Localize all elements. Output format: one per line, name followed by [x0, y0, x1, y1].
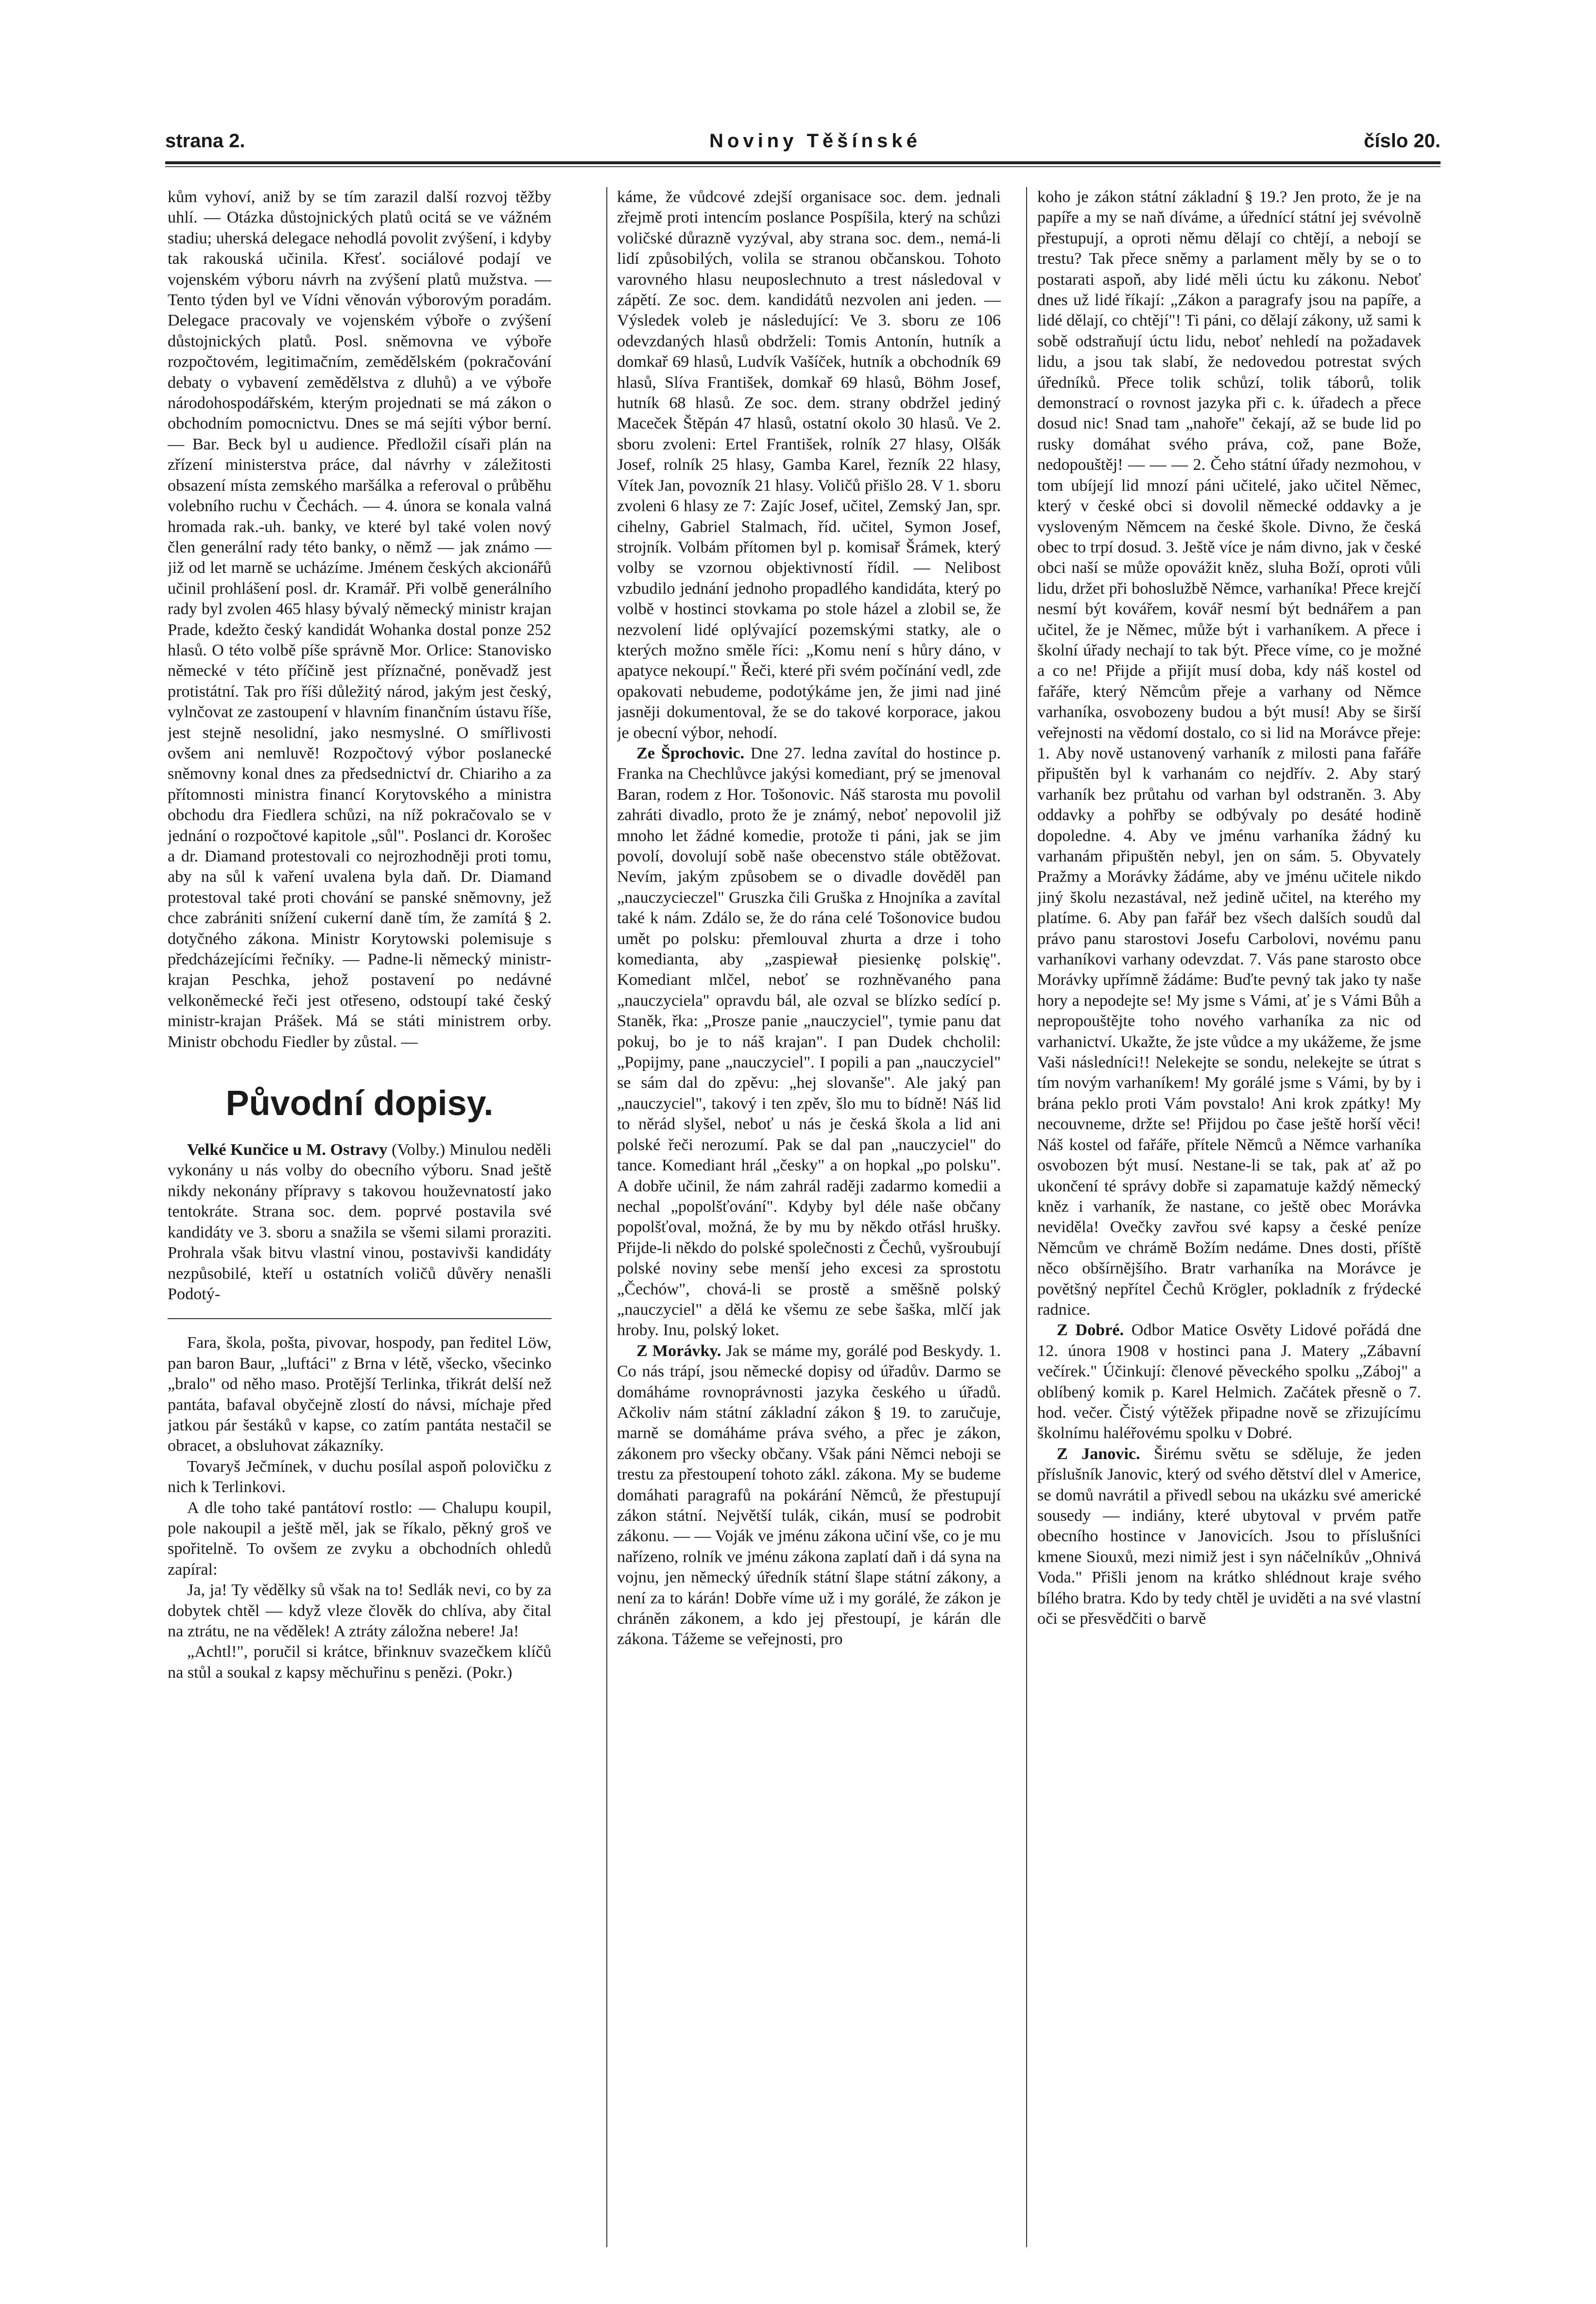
article-paragraph — [617, 1341, 1001, 1650]
column-divider — [606, 187, 607, 2247]
dateline: Ze Šprochovic. — [636, 744, 745, 762]
issue-number: číslo 20. — [1364, 130, 1441, 152]
continuation-mark: (Pokr.) — [466, 1663, 513, 1682]
header-rule-thin — [165, 166, 1441, 167]
article-paragraph: káme, že vůdcové zdejší organisace soc. dem. jednali zřejmě proti intencím poslance Pospíšila, který na schůzi voličské důrazně vyzýval, aby strana soc. dem., nemá-li lidí způsobilých, volila se stranou občanskou. Tohoto varovného hlasu neuposlechnuto a trest následoval v zápětí. Ze soc. dem. kandidátů nezvolen ani jeden. — Výsledek voleb je následující: Ve 3. sboru ze 106 odevzdaných hlasů obdrželi: Tomis Antonín, hutník a domkař 69 hlasů, Ludvík Vašíček, hutník a obchodník 69 hlasů, Slíva František, domkař 69 hlasů, Böhm Josef, hutník 68 hlasů. Ze soc. dem. strany obdržel jediný Maceček Štěpán 47 hlasů, ostatní okolo 30 hlasů. Ve 2. sboru zvoleni: Ertel František, rolník 27 hlasy, Olšák Josef, rolník 25 hlasy, Gamba Karel, řezník 22 hlasy, Vítek Jan, povozník 21 hlasy. Voličů přišlo 28. V 1. sboru zvoleni 6 hlasy ze 7: Zajíc Josef, učitel, Zemský Jan, spr. cihelny, Gabriel Stalmach, říd. učitel, Symon Josef, strojník. Volbám přítomen byl p. komisař Šrámek, který volby se vzornou objektivností řídil. — Nelibost vzbudilo jednání jednoho propadlého kandidáta, který po volbě v hostinci stovkama po stole házel a zlobil se, že nezvolení lidé oplývající pozemskými statky, ale o kterých možno směle říci: „Komu není s hůry dáno, v apatyce nekoupí." Řeči, které při svém počínání vedl, zde opakovati nebudeme, podotýkáme jen, že jimi nad jiné jasněji dokumentoval, že se do takové korporace, jakou je obecní výbor, nehodí. — [617, 188, 1001, 742]
paragraph-text: Odbor Matice Osvěty Lidové pořádá dne 12. února 1908 v hostinci pana J. Matery „Zábavní večírek." Účinkují: členové pěveckého spolku „Záboj" a oblíbený komik p. Karel Helmich. Začátek přesně o 7. hod. večer. Čistý výtěžek připadne nově se zřizujícímu školnímu haléřovému spolku v Dobré. — [1037, 1321, 1421, 1443]
paragraph-text: Širému světu se sděluje, že jeden příslušník Janovic, který od svého dětství dlel v Americe, se domů navrátil a přivedl sebou na ukázku své americké sousedy — indiány, které ubytoval v prvém patře obecního hostince v Janovicích. Jsou to příslušníci kmene Siouxů, mezi nimiž jest i syn náčelníkův „Ohnivá Voda." Přišli jenom na krátko shlédnout kraje svého bílého bratra. Kdo by tedy chtěl je uviděti a na své vlastní oči se přesvědčiti o barvě — [1037, 1444, 1421, 1628]
section-title: Původní dopisy. — [225, 1084, 494, 1123]
dateline: Z Morávky. — [636, 1341, 721, 1360]
article-paragraph — [1037, 1444, 1421, 1630]
article-paragraph — [168, 1140, 551, 1305]
page-label: strana 2. — [165, 130, 245, 152]
dateline: Velké Kunčice u M. Ostravy — [187, 1141, 388, 1159]
paragraph-text: Jak se máme my, gorálé pod Beskydy. 1. Co nás trápí, jsou německé dopisy od úřadův. Darmo se domáháme rovnoprávnosti jazyka českého u úřadů. Ačkoliv nám státní základní zákon § 19. to zaručuje, marně se domáháme práva svého, a přec je zákon, zákonem pro všecky občany. Však páni Němci neboji se trestu za přestoupení tohoto zákl. zákona. My se budeme domáhati paragrafů na pokárání Němců, že přestupují zákon státní. Největší tulák, cikán, musí se podrobit zákonu. — — Voják ve jménu zákona učiní vše, co je mu nařízeno, rolník ve jménu zákona zaplatí daň i dá syna na vojnu, jen německý úředník státní šlape státní zákony, a není za to kárán! Dobře víme už i my gorálé, že zákon je chráněn zákonem, a kdo jej přestoupí, je kárán dle zákona. Tážeme se veřejnosti, pro — [617, 1341, 1001, 1649]
paragraph-text: (Volby.) Minulou neděli vykonány u nás volby do obecního výboru. Snad ještě nikdy nekonány přípravy s takovou houževnatostí jako tentokráte. Strana soc. dem. poprvé postavila své kandidáty ve 3. sboru a snažila se všemi silami proraziti. Prohrala však bitvu vlastní vinou, postavivši kandidáty nezpůsobilé, kteří u ostatních voličů důvěry nenašli Podotý- — [168, 1141, 551, 1303]
feuilleton-paragraph: A dle toho také pantátoví rostlo: — Chalupu koupil, pole nakoupil a ještě měl, jak se říkalo, pěkný groš ve spořitelně. To ovšem ze zvyku a obchodních ohledů zapíral: — [168, 1498, 551, 1579]
article-paragraph: kům vyhoví, aniž by se tím zarazil další rozvoj těžby uhlí. — Otázka důstojnických platů ocitá se ve vážném stadiu; uherská delegace nehodlá povolit zvýšení, i kdyby tak rakouská učinila. Křesť. sociálové podají ve vojenském výboru návrh na zvýšení platů mužstva. — Tento týden byl ve Vídni věnován výborovým poradám. Delegace pracovaly ve vojenském výboře o zvýšení důstojnických platů. Posl. sněmovna ve výboře rozpočtovém, legitimačním, zemědělském (pokračování debaty o vybavení zemědělstva z dluhů) a ve výboře národohospodářském, kterým projednati se má zákon o obchodním pomocnictvu. Dnes se má sejíti výbor berní. — Bar. Beck byl u audience. Předložil císaři plán na zřízení ministerstva práce, dal návrhy v záležitosti obsazení místa zemského maršálka a referoval o průběhu volebního ruchu v Čechách. — 4. února se konala valná hromada rak.-uh. banky, ve které byl také volen nový člen generální rady této banky, o němž — jak známo — již od let marně se ucházíme. Jménem českých akcionářů učinil prohlášení posl. dr. Kramář. Při volbě generálního rady byl zvolen 465 hlasy bývalý německý ministr krajan Prade, kdežto český kandidát Wohanka dostal ponze 252 hlasů. O této volbě píše správně Mor. Orlice: Stanovisko německé v této příčině jest příznačné, poněvadž jest protistátní. Tak pro říši důležitý národ, jakým jest český, vylnčovat ze zastoupení v hlavním finančním ústavu říše, jest stejně nesolidní, jako nesmyslné. O smířlivosti ovšem ani nemluvě! Rozpočtový výbor poslanecké sněmovny konal dnes za předsednictví dr. Chiariho a za přítomnosti ministra financí Korytovského a ministra obchodu dra Fiedlera schůzi, na níž pokračovalo se v jednání o rozpočtové kapitole „sůl". Poslanci dr. Korošec a dr. Diamand protestovali co nejrozhodněji proti tomu, aby na sůl k vaření uvalena byla daň. Dr. Diamand protestoval také proti chování se panské sněmovny, jež chce zabrániti snížení cukerní daně tím, že zamítá § 2. dotyčného zákona. Ministr Korytowski polemisuje s předcházejícími řečníky. — Padne-li německý ministr-krajan Peschka, jehož postavení po nedávné velkoněmecké řeči jest otřeseno, odstoupí také český ministr-krajan Prášek. Má se státi ministrem orby. Ministr obchodu Fiedler by zůstal. — — [168, 188, 551, 1051]
article-paragraph: koho je zákon státní základní § 19.? Jen proto, že je na papíře a my se naň díváme, a úřednící státní jej svévolně přestupují, a oproti němu dělají co chtějí, a nebojí se trestu? Tak přece sněmy a parlament měly by se o to postarati aspoň, aby lidé měli úctu ku zákonu. Neboť dnes už lidé říkají: „Zákon a paragrafy jsou na papíře, a lidé dělají, co chtějí"! Ti páni, co dělají zákony, už sami k sobě odstraňují úctu lidu, neboť nehledí na požadavek lidu, a jsou tak slabí, že nedovedou potrestat svých úředníků. Přece tolik schůzí, tolik táborů, tolik demonstrací o rovnost jazyka při c. k. úřadech a přece dosud nic! Snad tam „nahoře" čekají, až se bude lid po rusky domáhat svého práva, což, pane Bože, nedopouštěj! — — — 2. Čeho státní úřady nezmohou, v tom ubíjejí lid mnozí páni učitelé, jako učitel Němec, který v české obci si dovolil německé oddavky a je vysloveným Němcem na české škole. Divno, že česká obec to trpí dosud. 3. Ještě více je nám divno, jak v české obci naší se může opovážit kněz, sluha Boží, oproti vůli lidu, držet při bohoslužbě Němce, varhaníka! Přece krejčí nesmí být kovářem, kovář nesmí být bednářem a pan učitel, že je Němec, může být i varhaníkem. A přece i školní úřady nechají to tak být. Přece víme, co je možné a co ne! Přijde a přijít musí doba, kdy náš kostel od fařáře, který Němcům přeje a varhany od Němce varhaníka, osvobozeny budou a být musí! Aby se širší veřejnosti na vědomí dostalo, co si lid na Morávce přeje: 1. Aby nově ustanovený varhaník z milosti pana fařáře připuštěn byl k varhanám co nejdřív. 2. Aby starý varhaník bez průtahu od varhan byl odstraněn. 3. Aby oddavky a pohřby se odbývaly po desáté hodině dopoledne. 4. Aby ve jménu varhaníka žádný ku varhanám připuštěn nebyl, jen on sám. 5. Obyvately Pražmy a Morávky žádáme, aby ve jménu učitele nikdo jiný školu nezastával, než jedině učitel, na kterého my platíme. 6. Aby pan fařář bez všech dalších soudů dal právo panu starostovi Josefu Carbolovi, novému panu varhaníkovi varhany odevzdat. 7. Vás pane starosto obce Morávky upřímně žádáme: Buďte pevný tak jako ty naše hory a nepodejte se! My jsme s Vámi, ať je s Vámi Bůh a nepropouštějte toho nového varhaníka za nic od varhanictví. Ukažte, že jste vůdce a my ukážeme, že jsme Vaši následníci!! Nelekejte se sondu, nelekejte se útrat s tím novým varhaníkem! My gorálé jsme s Vámi, by by i brána peklo proti Vám povstalo! Ani krok zpátky! My necouvneme, držte se! Přijdou po čase ještě horší věci! Náš kostel od fařáře, přítele Němců a Němce varhaníka osvobozen být musí. Nestane-li se tak, pak ať až po ukončení té správy dobře si zapamatuje každý německý kněz i varhaník, že nastane, co ještě obec Morávka neviděla! Ovečky zavřou své kapsy a české peníze Němcům ve chrámě Božím nedáme. Dnes dosti, příště něco obšírnějšího. Bratr varhaníka na Morávce je povětšný nepřítel Čechů Krögler, pokladník z frýdecké radnice. — [1037, 188, 1421, 1319]
column-1 — [168, 187, 551, 2247]
dateline: Z Janovic. — [1057, 1444, 1140, 1463]
feuilleton-separator — [168, 1318, 551, 1319]
article-paragraph — [1037, 1320, 1421, 1444]
dateline: Z Dobré. — [1057, 1321, 1124, 1340]
column-3 — [1037, 187, 1421, 2247]
article-paragraph — [617, 743, 1001, 1341]
feuilleton-paragraph — [168, 1642, 551, 1683]
paragraph-text: „Achtl!", poručil si krátce, břinknuv svazečkem klíčů na stůl a soukal z kapsy měchuřinu s penězi. — [168, 1643, 551, 1682]
column-2 — [617, 187, 1001, 2247]
feuilleton-paragraph: Ja, ja! Ty vědělky sů však na to! Sedlák nevi, co by za dobytek chtěl — když vleze člověk do chlíva, aby čital na ztrátu, ne na vědělek! A ztráty záložna nebere! Ja! — [168, 1581, 551, 1640]
newspaper-title: Noviny Těšínské — [709, 130, 921, 152]
header-rule — [165, 161, 1441, 164]
page-header — [165, 130, 1441, 159]
column-divider — [1026, 187, 1027, 2247]
feuilleton-paragraph: Fara, škola, pošta, pivovar, hospody, pan ředitel Löw, pan baron Baur, „luftáci" z Brna v létě, všecko, všecinko „bralo" od něho maso. Protější Terlinka, třikrát delší než pantáta, bafaval obyčejně zlostí do návsi, míchaje před jatkou pár šestáků v kapse, co zatím pantáta nestačil se obracet, a obsluhovat zákazníky. — [168, 1334, 551, 1455]
feuilleton-paragraph: Tovaryš Ječmínek, v duchu posílal aspoň polovičku z nich k Terlinkovi. — [168, 1457, 551, 1496]
paragraph-text: Dne 27. ledna zavítal do hostince p. Franka na Chechlůvce jakýsi komediant, prý se jmenoval Baran, rodem z Hor. Tošonovic. Náš starosta mu povolil zahráti divadlo, proto že je známý, neboť nepovolil již mnoho let žádné komedie, protože ti páni, jak se jim povolí, dovolují sobě naše obecenstvo stále obtěžovat. Nevím, jakým způsobem se o divadle dověděl pan „nauczycieczel" Gruszka čili Gruška z Hnojníka a zavítal také k nám. Zdálo se, že do rána celé Tošonovice budou umět po polsku: přemlouval zhurta a drze i toho komedianta, aby „zaspiewał piesienkę polskię". Komediant mlčel, neboť se rozhněvaného pana „nauczyciela" opravdu bál, ale ozval se blízko sedící p. Staněk, řka: „Prosze panie „nauczyciel", tymie panu dat pokuj, bo je to náš krajan". I pan Dudek chcholil: „Popijmy, pane „nauczyciel". I popili a pan „nauczyciel" se sám dal do zpěvu: „hej slovanše". Ale jaký pan „nauczyciel", takový i ten zpěv, šlo mu to bídně! Náš lid to něrád slyšel, neboť u nás je česká škola a lid ani polské řeči nerozumí. Pak se dal pan „nauczyciel" do tance. Komediant hrál „česky" a on hopkal „po polsku". A dobře učinil, že nám zahrál raději zadarmo komedii a nechal „popolšťování". Kdyby byl déle naše občany popolšťoval, možná, že by mu by někdo otřásl hrušky. Přijde-li někdo do polské společnosti z Čechů, vyšroubují polské noviny sebe menší jeho excesi za sprostotu „Čechów", chová-li se prostě a směšně polský „nauczyciel" a dělá ke všemu ze sebe šaška, mlčí jak hroby. Inu, polský loket. — [617, 744, 1001, 1340]
